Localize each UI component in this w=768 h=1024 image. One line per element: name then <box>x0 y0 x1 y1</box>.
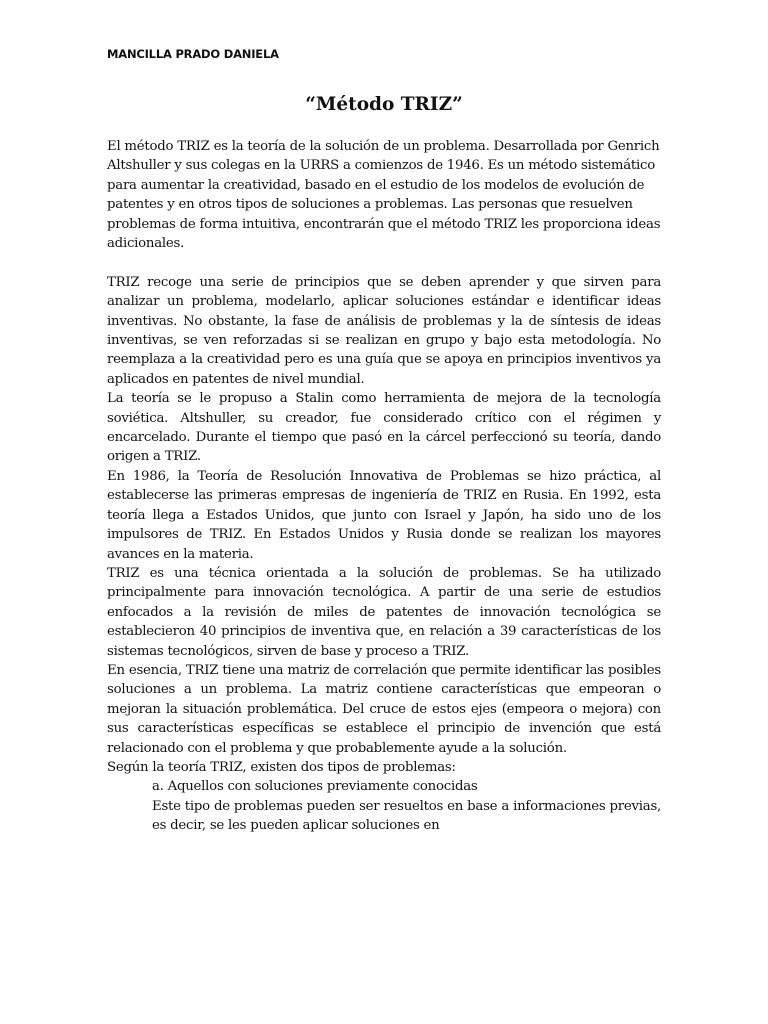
paragraph-problem-types: Según la teoría TRIZ, existen dos tipos de problemas: <box>107 759 456 775</box>
author-name: MANCILLA PRADO DANIELA <box>107 47 279 61</box>
paragraph-history-stalin: La teoría se le propuso a Stalin como herramienta de mejora de la tecnología soviética. Altshuller, su creador, fue considerado crítico con el régimen y encarcelado. Durante el tiempo que pasó en la cárcel perfeccionó su teoría, dando origen a TRIZ. <box>107 391 661 465</box>
paragraph-matrix: En esencia, TRIZ tiene una matriz de correlación que permite identificar las posibles soluciones a un problema. La matriz contiene características que empeoran o mejoran la situación problemática. Del cruce de estos ejes (empeora o mejora) con sus características específicas se establece el principio de invención que está relacionado con el problema y que probablemente ayude a la solución. <box>107 662 661 756</box>
paragraph-intro: El método TRIZ es la teoría de la solución de un problema. Desarrollada por Genrich Altshuller y sus colegas en la URRS a comienzos de 1946. Es un método sistemático para aumentar la creatividad, basado en el estudio de los modelos de evolución de patentes y en otros tipos de soluciones a problemas. Las personas que resuelven problemas de forma intuitiva, encontrarán que el método TRIZ les proporciona ideas adicionales. <box>107 139 661 252</box>
paragraph-history-1986: En 1986, la Teoría de Resolución Innovativa de Problemas se hizo práctica, al establecerse las primeras empresas de ingeniería de TRIZ en Rusia. En 1992, esta teoría llega a Estados Unidos, que junto con Israel y Japón, ha sido uno de los impulsores de TRIZ. En Estados Unidos y Rusia donde se realizan los mayores avances en la materia. <box>107 468 661 562</box>
paragraph-spacer <box>107 253 661 272</box>
list-item-a: a. Aquellos con soluciones previamente conocidas <box>152 779 478 795</box>
document-title: “Método TRIZ” <box>305 94 463 115</box>
paragraph-principles: TRIZ recoge una serie de principios que se deben aprender y que sirven para analizar un problema, modelarlo, aplicar soluciones estándar e identificar ideas inventivas. No obstante, la fase de análisis de problemas y la de síntesis de ideas inventivas, se ven reforzadas si se realizan en grupo y bajo esta metodología. No reemplaza a la creatividad pero es una guía que se apoya en principios inventivos ya aplicados en patentes de nivel mundial. <box>107 274 661 387</box>
list-item-a-text: Este tipo de problemas pueden ser resueltos en base a informaciones previas, es decir, se les pueden aplicar soluciones en <box>152 798 661 834</box>
document-body <box>107 137 661 836</box>
paragraph-technique: TRIZ es una técnica orientada a la solución de problemas. Se ha utilizado principalmente para innovación tecnológica. A partir de una serie de estudios enfocados a la revisión de miles de patentes de innovación tecnológica se establecieron 40 principios de inventiva que, en relación a 39 características de los sistemas tecnológicos, sirven de base y proceso a TRIZ. <box>107 565 661 659</box>
